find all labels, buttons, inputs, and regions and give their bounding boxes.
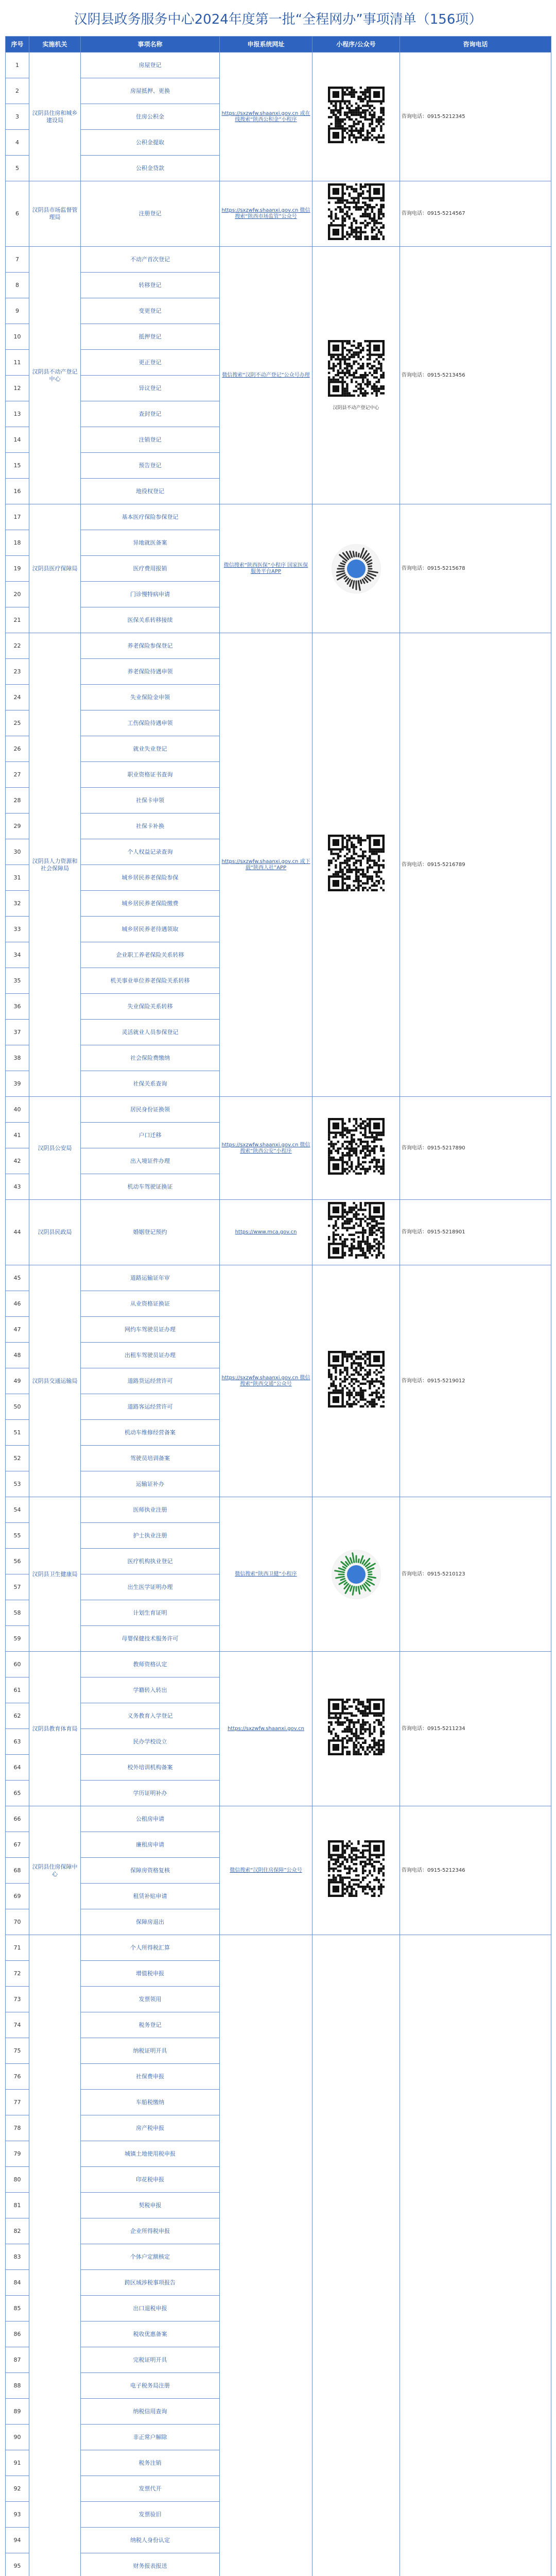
row-index: 41 <box>6 1123 29 1148</box>
row-index: 24 <box>6 685 29 710</box>
dept-name: 汉阴县住房和城乡建设局 <box>29 53 81 181</box>
qr-code[interactable] <box>326 183 387 244</box>
phone-info: 咨询电话：0915-5212345 <box>400 53 551 181</box>
dept-name: 汉阴县医疗保障局 <box>29 504 81 633</box>
qr-code[interactable] <box>326 835 387 895</box>
item-name: 跨区域涉税事项报告 <box>81 2270 220 2296</box>
row-index: 90 <box>6 2425 29 2450</box>
item-name: 房产税申报 <box>81 2115 220 2141</box>
phone-info: 咨询电话：0915-5218901 <box>400 1200 551 1265</box>
system-url <box>220 1935 312 2576</box>
item-name: 教师资格认定 <box>81 1652 220 1677</box>
item-name: 社保卡申领 <box>81 788 220 814</box>
system-url <box>220 247 312 504</box>
item-name: 住房公积金 <box>81 104 220 130</box>
item-name: 廉租房申请 <box>81 1832 220 1858</box>
item-name: 税收优惠备案 <box>81 2321 220 2347</box>
table-row <box>6 1935 551 1961</box>
header-miniprogram: 小程序/公众号 <box>312 37 400 53</box>
dept-name: 汉阴县人力资源和社会保障局 <box>29 633 81 1097</box>
row-index: 15 <box>6 453 29 479</box>
dept-name: 汉阴县公安局 <box>29 1097 81 1200</box>
dept-name: 汉阴县教育体育局 <box>29 1652 81 1806</box>
header-item: 事项名称 <box>81 37 220 53</box>
mini-program-code[interactable] <box>332 544 381 594</box>
row-index: 78 <box>6 2115 29 2141</box>
page-title: 汉阴县政务服务中心2024年度第一批“全程网办”事项清单（156项） <box>74 11 482 27</box>
mini-program-code[interactable] <box>332 1550 381 1599</box>
phone-info: 咨询电话：0915-5216789 <box>400 633 551 1097</box>
row-index: 23 <box>6 659 29 685</box>
item-name: 民办学校设立 <box>81 1729 220 1755</box>
item-name: 校外培训机构备案 <box>81 1755 220 1781</box>
item-name: 转移登记 <box>81 273 220 298</box>
qr-code-icon[interactable] <box>328 1202 385 1259</box>
item-name: 道路运输证年审 <box>81 1265 220 1291</box>
qr-cell <box>312 1200 400 1265</box>
item-name: 发票领用 <box>81 1987 220 2012</box>
item-name: 异议登记 <box>81 376 220 401</box>
item-name: 企业所得税申报 <box>81 2218 220 2244</box>
table-row <box>6 181 551 247</box>
table-row <box>6 1265 551 1291</box>
row-index: 35 <box>6 968 29 994</box>
item-name: 医师执业注册 <box>81 1497 220 1523</box>
row-index: 5 <box>6 156 29 181</box>
row-index: 2 <box>6 78 29 104</box>
service-list-table <box>5 36 551 2576</box>
dept-name: 汉阴县民政局 <box>29 1200 81 1265</box>
qr-banner[interactable] <box>324 340 388 404</box>
system-url <box>220 53 312 181</box>
row-index: 39 <box>6 1071 29 1097</box>
item-name: 纳税信用查询 <box>81 2399 220 2425</box>
table-row <box>6 53 551 78</box>
row-index: 72 <box>6 1961 29 1987</box>
row-index: 14 <box>6 427 29 453</box>
row-index: 53 <box>6 1471 29 1497</box>
row-index: 3 <box>6 104 29 130</box>
item-name: 社保卡补换 <box>81 814 220 839</box>
item-name: 更正登记 <box>81 350 220 376</box>
item-name: 注销登记 <box>81 427 220 453</box>
qr-code[interactable] <box>326 1840 387 1901</box>
row-index: 45 <box>6 1265 29 1291</box>
item-name: 运输证补办 <box>81 1471 220 1497</box>
row-index: 44 <box>6 1200 29 1265</box>
item-name: 不动产首次登记 <box>81 247 220 273</box>
row-index: 85 <box>6 2296 29 2321</box>
item-name: 出入境证件办理 <box>81 1148 220 1174</box>
row-index: 43 <box>6 1174 29 1200</box>
item-name: 发票验旧 <box>81 2502 220 2528</box>
item-name: 就业失业登记 <box>81 736 220 762</box>
qr-code-icon[interactable] <box>328 87 385 143</box>
system-url <box>220 181 312 247</box>
system-link[interactable]: 微信搜索“汉阴不动产登记”公众号办理 <box>222 372 310 378</box>
item-name: 城乡居民养老保险参保 <box>81 865 220 891</box>
qr-cell <box>312 1497 400 1652</box>
mini-program-code-icon[interactable] <box>332 544 381 594</box>
item-name: 机动车维修经营备案 <box>81 1420 220 1446</box>
item-name: 道路客运经营许可 <box>81 1394 220 1420</box>
row-index: 93 <box>6 2502 29 2528</box>
row-index: 46 <box>6 1291 29 1317</box>
row-index: 69 <box>6 1884 29 1909</box>
table-row <box>6 1497 551 1523</box>
system-url <box>220 1200 312 1265</box>
qr-caption: 汉阴县不动产登记中心 <box>333 405 379 411</box>
dept-name: 汉阴县卫生健康局 <box>29 1497 81 1652</box>
row-index: 47 <box>6 1317 29 1343</box>
phone-info: 咨询电话：0915-5217890 <box>400 1097 551 1200</box>
item-name: 增值税申报 <box>81 1961 220 1987</box>
row-index: 32 <box>6 891 29 917</box>
item-name: 学籍转入转出 <box>81 1677 220 1703</box>
row-index: 22 <box>6 633 29 659</box>
item-name: 印花税申报 <box>81 2167 220 2193</box>
row-index: 57 <box>6 1574 29 1600</box>
row-index: 30 <box>6 839 29 865</box>
item-name: 个人所得税汇算 <box>81 1935 220 1961</box>
table-row <box>6 1806 551 1832</box>
row-index: 13 <box>6 401 29 427</box>
item-name: 工伤保险待遇申领 <box>81 710 220 736</box>
row-index: 51 <box>6 1420 29 1446</box>
item-name: 道路货运经营许可 <box>81 1368 220 1394</box>
phone-info: 咨询电话：0915-5212346 <box>400 1806 551 1935</box>
qr-cell <box>312 633 400 1097</box>
row-index: 89 <box>6 2399 29 2425</box>
system-url <box>220 1097 312 1200</box>
row-index: 86 <box>6 2321 29 2347</box>
qr-code[interactable] <box>326 1118 387 1179</box>
row-index: 37 <box>6 1020 29 1045</box>
row-index: 55 <box>6 1523 29 1549</box>
qr-code[interactable] <box>326 1202 387 1263</box>
qr-cell <box>312 1806 400 1935</box>
item-name: 医保关系转移接续 <box>81 607 220 633</box>
system-url <box>220 504 312 633</box>
system-url <box>220 633 312 1097</box>
header-index: 序号 <box>6 37 29 53</box>
row-index: 31 <box>6 865 29 891</box>
header-phone: 咨询电话 <box>400 37 551 53</box>
row-index: 7 <box>6 247 29 273</box>
row-index: 19 <box>6 556 29 582</box>
row-index: 75 <box>6 2038 29 2064</box>
system-link[interactable]: https://sxzwfw.shaanxi.gov.cn 或下载“陕西人社”APP <box>221 858 310 871</box>
row-index: 54 <box>6 1497 29 1523</box>
row-index: 58 <box>6 1600 29 1626</box>
item-name: 地役权登记 <box>81 479 220 504</box>
item-name: 基本医疗保险参保登记 <box>81 504 220 530</box>
header-dept: 实施机关 <box>29 37 81 53</box>
system-url <box>220 1806 312 1935</box>
qr-code-icon[interactable] <box>328 1118 385 1175</box>
row-index: 87 <box>6 2347 29 2373</box>
row-index: 42 <box>6 1148 29 1174</box>
table-row <box>6 1652 551 1677</box>
qr-code-icon[interactable] <box>328 183 385 240</box>
row-index: 25 <box>6 710 29 736</box>
qr-cell <box>312 1097 400 1200</box>
item-name: 契税申报 <box>81 2193 220 2218</box>
row-index: 92 <box>6 2476 29 2502</box>
row-index: 64 <box>6 1755 29 1781</box>
row-index: 80 <box>6 2167 29 2193</box>
system-url <box>220 1497 312 1652</box>
row-index: 56 <box>6 1549 29 1574</box>
item-name: 车船税缴纳 <box>81 2090 220 2115</box>
table-body <box>6 53 551 2576</box>
row-index: 95 <box>6 2553 29 2576</box>
row-index: 20 <box>6 582 29 607</box>
row-index: 34 <box>6 942 29 968</box>
item-name: 房屋登记 <box>81 53 220 78</box>
row-index: 83 <box>6 2244 29 2270</box>
item-name: 养老保险参保登记 <box>81 633 220 659</box>
row-index: 84 <box>6 2270 29 2296</box>
system-link[interactable]: 微信搜索“陕西医保”小程序 国家医保服务平台APP <box>223 562 308 574</box>
row-index: 49 <box>6 1368 29 1394</box>
item-name: 完税证明开具 <box>81 2347 220 2373</box>
qr-code[interactable] <box>326 1351 387 1412</box>
qr-code-icon[interactable] <box>328 835 385 891</box>
item-name: 出口退税申报 <box>81 2296 220 2321</box>
qr-code-icon[interactable] <box>328 1840 385 1897</box>
item-name: 从业资格证换证 <box>81 1291 220 1317</box>
item-name: 异地就医备案 <box>81 530 220 556</box>
item-name: 个人权益记录查询 <box>81 839 220 865</box>
row-index: 59 <box>6 1626 29 1652</box>
system-link[interactable]: 微信搜索“汉阴住房保障”公众号 <box>230 1867 302 1873</box>
row-index: 33 <box>6 917 29 942</box>
item-name: 机关事业单位养老保险关系转移 <box>81 968 220 994</box>
row-index: 27 <box>6 762 29 788</box>
item-name: 企业职工养老保险关系转移 <box>81 942 220 968</box>
table-header-row <box>6 37 551 53</box>
item-name: 城乡居民养老待遇领取 <box>81 917 220 942</box>
item-name: 税务登记 <box>81 2012 220 2038</box>
qr-code-icon[interactable] <box>328 1699 385 1755</box>
row-index: 12 <box>6 376 29 401</box>
item-name: 财务报表报送 <box>81 2553 220 2576</box>
item-name: 保障房资格复核 <box>81 1858 220 1884</box>
item-name: 户口迁移 <box>81 1123 220 1148</box>
qr-cell <box>312 247 400 504</box>
row-index: 61 <box>6 1677 29 1703</box>
system-link[interactable]: https://sxzwfw.shaanxi.gov.cn 微信搜索“陕西市场监管”公众号 <box>221 208 310 219</box>
item-name: 医疗机构执业登记 <box>81 1549 220 1574</box>
item-name: 预告登记 <box>81 453 220 479</box>
row-index: 4 <box>6 130 29 156</box>
item-name: 抵押登记 <box>81 324 220 350</box>
row-index: 60 <box>6 1652 29 1677</box>
row-index: 68 <box>6 1858 29 1884</box>
item-name: 婚姻登记预约 <box>81 1200 220 1265</box>
row-index: 1 <box>6 53 29 78</box>
item-name: 母婴保健技术服务许可 <box>81 1626 220 1652</box>
item-name: 义务教育入学登记 <box>81 1703 220 1729</box>
row-index: 74 <box>6 2012 29 2038</box>
item-name: 保障房退出 <box>81 1909 220 1935</box>
item-name: 变更登记 <box>81 298 220 324</box>
row-index: 26 <box>6 736 29 762</box>
dept-name: 汉阴县交通运输局 <box>29 1265 81 1497</box>
item-name: 城镇土地使用税申报 <box>81 2141 220 2167</box>
item-name: 注册登记 <box>81 181 220 247</box>
row-index: 21 <box>6 607 29 633</box>
item-name: 计划生育证明 <box>81 1600 220 1626</box>
item-name: 公积金提取 <box>81 130 220 156</box>
item-name: 非正常户解除 <box>81 2425 220 2450</box>
row-index: 76 <box>6 2064 29 2090</box>
row-index: 73 <box>6 1987 29 2012</box>
item-name: 电子税务局注册 <box>81 2373 220 2399</box>
row-index: 9 <box>6 298 29 324</box>
item-name: 社会保险费缴纳 <box>81 1045 220 1071</box>
item-name: 出租车驾驶员证办理 <box>81 1343 220 1368</box>
item-name: 驾驶员培训备案 <box>81 1446 220 1471</box>
qr-cell <box>312 504 400 633</box>
phone-info: 咨询电话：0915-5213456 <box>400 247 551 504</box>
table-row <box>6 247 551 273</box>
row-index: 67 <box>6 1832 29 1858</box>
row-index: 65 <box>6 1781 29 1806</box>
qr-cell <box>312 1265 400 1497</box>
item-name: 学历证明补办 <box>81 1781 220 1806</box>
phone-info: 咨询电话：0915-5219012 <box>400 1265 551 1497</box>
qr-cell <box>312 53 400 181</box>
item-name: 个体户定额核定 <box>81 2244 220 2270</box>
system-url <box>220 1265 312 1497</box>
qr-cell <box>312 1652 400 1806</box>
item-name: 租赁补贴申请 <box>81 1884 220 1909</box>
qr-code[interactable] <box>326 1699 387 1759</box>
item-name: 发票代开 <box>81 2476 220 2502</box>
item-name: 社保费申报 <box>81 2064 220 2090</box>
item-name: 养老保险待遇申领 <box>81 659 220 685</box>
dept-name: 汉阴县住房保障中心 <box>29 1806 81 1935</box>
table-row <box>6 633 551 659</box>
item-name: 医疗费用报销 <box>81 556 220 582</box>
qr-code-icon[interactable] <box>328 1351 385 1408</box>
mini-program-code-icon[interactable] <box>332 1550 381 1599</box>
item-name: 公租房申请 <box>81 1806 220 1832</box>
item-name: 护士执业注册 <box>81 1523 220 1549</box>
system-link[interactable]: https://sxzwfw.shaanxi.gov.cn <box>228 1725 304 1732</box>
row-index: 81 <box>6 2193 29 2218</box>
item-name: 纳税证明开具 <box>81 2038 220 2064</box>
qr-code[interactable] <box>326 87 387 147</box>
item-name: 查封登记 <box>81 401 220 427</box>
item-name: 门诊慢特病申请 <box>81 582 220 607</box>
item-name: 职业资格证书查询 <box>81 762 220 788</box>
item-name: 城乡居民养老保险缴费 <box>81 891 220 917</box>
row-index: 82 <box>6 2218 29 2244</box>
row-index: 91 <box>6 2450 29 2476</box>
row-index: 17 <box>6 504 29 530</box>
system-link[interactable]: https://www.mca.gov.cn <box>235 1229 297 1235</box>
dept-name: 汉阴县市场监督管理局 <box>29 181 81 247</box>
row-index: 11 <box>6 350 29 376</box>
system-link[interactable]: https://sxzwfw.shaanxi.gov.cn 微信搜索“陕西交通”公众号 <box>221 1375 310 1387</box>
row-index: 94 <box>6 2528 29 2553</box>
item-name: 灵活就业人员参保登记 <box>81 1020 220 1045</box>
dept-name <box>29 1935 81 2576</box>
item-name: 社保关系查询 <box>81 1071 220 1097</box>
row-index: 77 <box>6 2090 29 2115</box>
item-name: 税务注销 <box>81 2450 220 2476</box>
system-link[interactable]: https://sxzwfw.shaanxi.gov.cn 或在线搜索“陕西公积金”小程序 <box>221 110 310 123</box>
phone-info: 咨询电话：0915-5210123 <box>400 1497 551 1652</box>
item-name: 出生医学证明办理 <box>81 1574 220 1600</box>
phone-info: 咨询电话：0915-5215678 <box>400 504 551 633</box>
phone-info <box>400 1935 551 2576</box>
item-name: 失业保险关系转移 <box>81 994 220 1020</box>
row-index: 29 <box>6 814 29 839</box>
row-index: 79 <box>6 2141 29 2167</box>
item-name: 网约车驾驶员证办理 <box>81 1317 220 1343</box>
item-name: 失业保险金申领 <box>81 685 220 710</box>
qr-code-icon[interactable] <box>328 340 385 397</box>
row-index: 52 <box>6 1446 29 1471</box>
item-name: 纳税人身份认定 <box>81 2528 220 2553</box>
row-index: 16 <box>6 479 29 504</box>
row-index: 62 <box>6 1703 29 1729</box>
row-index: 18 <box>6 530 29 556</box>
system-url <box>220 1652 312 1806</box>
table-row <box>6 504 551 530</box>
row-index: 48 <box>6 1343 29 1368</box>
row-index: 71 <box>6 1935 29 1961</box>
qr-cell <box>312 1935 400 2576</box>
row-index: 28 <box>6 788 29 814</box>
qr-cell <box>312 181 400 247</box>
row-index: 8 <box>6 273 29 298</box>
row-index: 40 <box>6 1097 29 1123</box>
item-name: 房屋抵押、更换 <box>81 78 220 104</box>
system-link[interactable]: 微信搜索“陕西卫健”小程序 <box>235 1571 297 1577</box>
row-index: 38 <box>6 1045 29 1071</box>
row-index: 10 <box>6 324 29 350</box>
row-index: 70 <box>6 1909 29 1935</box>
item-name: 公积金贷款 <box>81 156 220 181</box>
item-name: 机动车驾驶证换证 <box>81 1174 220 1200</box>
row-index: 6 <box>6 181 29 247</box>
row-index: 50 <box>6 1394 29 1420</box>
row-index: 36 <box>6 994 29 1020</box>
dept-name: 汉阴县不动产登记中心 <box>29 247 81 504</box>
phone-info: 咨询电话：0915-5211234 <box>400 1652 551 1806</box>
table-row <box>6 1097 551 1123</box>
row-index: 88 <box>6 2373 29 2399</box>
item-name: 居民身份证换领 <box>81 1097 220 1123</box>
row-index: 66 <box>6 1806 29 1832</box>
phone-info: 咨询电话：0915-5214567 <box>400 181 551 247</box>
system-link[interactable]: https://sxzwfw.shaanxi.gov.cn 微信搜索“陕西公安”小程序 <box>221 1142 310 1154</box>
header-system: 申报系统网址 <box>220 37 312 53</box>
row-index: 63 <box>6 1729 29 1755</box>
table-row <box>6 1200 551 1265</box>
